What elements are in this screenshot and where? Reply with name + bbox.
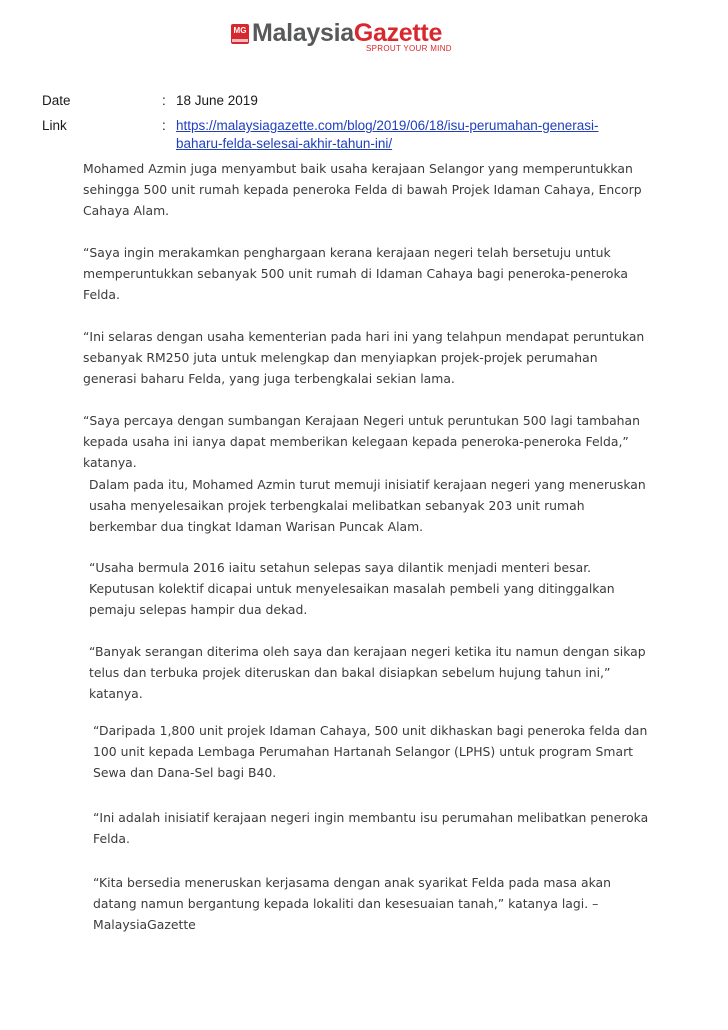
- paragraph-line: “Ini selaras dengan usaha kementerian pada hari ini yang telahpun mendapat peruntukan: [83, 329, 645, 344]
- paragraph-line: “Saya ingin merakamkan penghargaan kerana kerajaan negeri telah bersetuju untuk: [83, 245, 611, 260]
- paragraph-line: MalaysiaGazette: [93, 917, 196, 932]
- paragraph-line: Felda.: [83, 287, 120, 302]
- article-link-line-2[interactable]: baharu-felda-selesai-akhir-tahun-ini/: [176, 136, 393, 151]
- date-label: Date: [42, 93, 71, 108]
- paragraph: [93, 807, 648, 849]
- paragraph: [83, 326, 644, 389]
- link-value[interactable]: [176, 117, 646, 153]
- logo-badge-text: MG: [233, 26, 247, 35]
- paragraph-line: 100 unit kepada Lembaga Perumahan Hartanah Selangor (LPHS) untuk program Smart: [93, 744, 634, 759]
- paragraph-line: sehingga 500 unit rumah kepada peneroka Felda di bawah Projek Idaman Cahaya, Encorp: [83, 182, 642, 197]
- paragraph: [89, 557, 615, 620]
- logo-word-malaysia: Malaysia: [252, 19, 354, 47]
- paragraph-line: memperuntukkan sebanyak 500 unit rumah di Idaman Cahaya bagi peneroka-peneroka: [83, 266, 629, 281]
- paragraph-line: Keputusan kolektif dicapai untuk menyelesaikan masalah pembeli yang ditinggalkan: [89, 581, 615, 596]
- logo-word-gazette: Gazette: [353, 19, 443, 47]
- logo-tagline: SPROUT YOUR MIND: [366, 44, 452, 53]
- paragraph-line: Cahaya Alam.: [83, 203, 170, 218]
- paragraph-line: Dalam pada itu, Mohamed Azmin turut memuji inisiatif kerajaan negeri yang meneruskan: [89, 477, 646, 492]
- paragraph-line: datang namun bergantung kepada lokaliti dan kesesuaian tanah,” katanya lagi. –: [93, 896, 599, 911]
- paragraph: [89, 641, 646, 704]
- paragraph-line: “Daripada 1,800 unit projek Idaman Cahaya, 500 unit dikhaskan bagi peneroka felda dan: [93, 723, 648, 738]
- paragraph-line: Sewa dan Dana-Sel bagi B40.: [93, 765, 277, 780]
- date-value: 18 June 2019: [176, 93, 258, 108]
- paragraph-line: pemaju selepas hampir dua dekad.: [89, 602, 308, 617]
- paragraph-line: generasi baharu Felda, yang juga terbengkalai sekian lama.: [83, 371, 455, 386]
- paragraph: [83, 410, 640, 473]
- paragraph-line: katanya.: [83, 455, 137, 470]
- logo-badge-icon: [231, 24, 249, 44]
- paragraph-line: usaha menyelesaikan projek terbengkalai melibatkan sebanyak 203 unit rumah: [89, 498, 585, 513]
- paragraph: [93, 872, 611, 935]
- paragraph-line: “Banyak serangan diterima oleh saya dan kerajaan negeri ketika itu namun dengan sikap: [89, 644, 646, 659]
- article-link-line-1[interactable]: https://malaysiagazette.com/blog/2019/06/18/isu-perumahan-generasi-: [176, 118, 599, 133]
- paragraph-line: “Kita bersedia meneruskan kerjasama dengan anak syarikat Felda pada masa akan: [93, 875, 611, 890]
- paragraph: [83, 242, 628, 305]
- link-colon: :: [162, 118, 166, 133]
- paragraph-line: sebanyak RM250 juta untuk melengkap dan menyiapkan projek-projek perumahan: [83, 350, 598, 365]
- paragraph-line: Felda.: [93, 831, 130, 846]
- paragraph-line: “Saya percaya dengan sumbangan Kerajaan Negeri untuk peruntukan 500 lagi tambahan: [83, 413, 640, 428]
- paragraph-line: telus dan terbuka projek diteruskan dan bakal disiapkan sebelum hujung tahun ini,”: [89, 665, 611, 680]
- paragraph: [89, 474, 646, 537]
- link-label: Link: [42, 118, 67, 133]
- paragraph-line: “Usaha bermula 2016 iaitu setahun selepas saya dilantik menjadi menteri besar.: [89, 560, 592, 575]
- paragraph-line: katanya.: [89, 686, 143, 701]
- paragraph-line: “Ini adalah inisiatif kerajaan negeri ingin membantu isu perumahan melibatkan peneroka: [93, 810, 649, 825]
- masthead-logo: [231, 20, 501, 60]
- date-colon: :: [162, 93, 166, 108]
- paragraph-line: berkembar dua tingkat Idaman Warisan Puncak Alam.: [89, 519, 424, 534]
- paragraph: [83, 158, 642, 221]
- paragraph: [93, 720, 647, 783]
- paragraph-line: Mohamed Azmin juga menyambut baik usaha kerajaan Selangor yang memperuntukkan: [83, 161, 633, 176]
- paragraph-line: kepada usaha ini ianya dapat memberikan kelegaan kepada peneroka-peneroka Felda,”: [83, 434, 629, 449]
